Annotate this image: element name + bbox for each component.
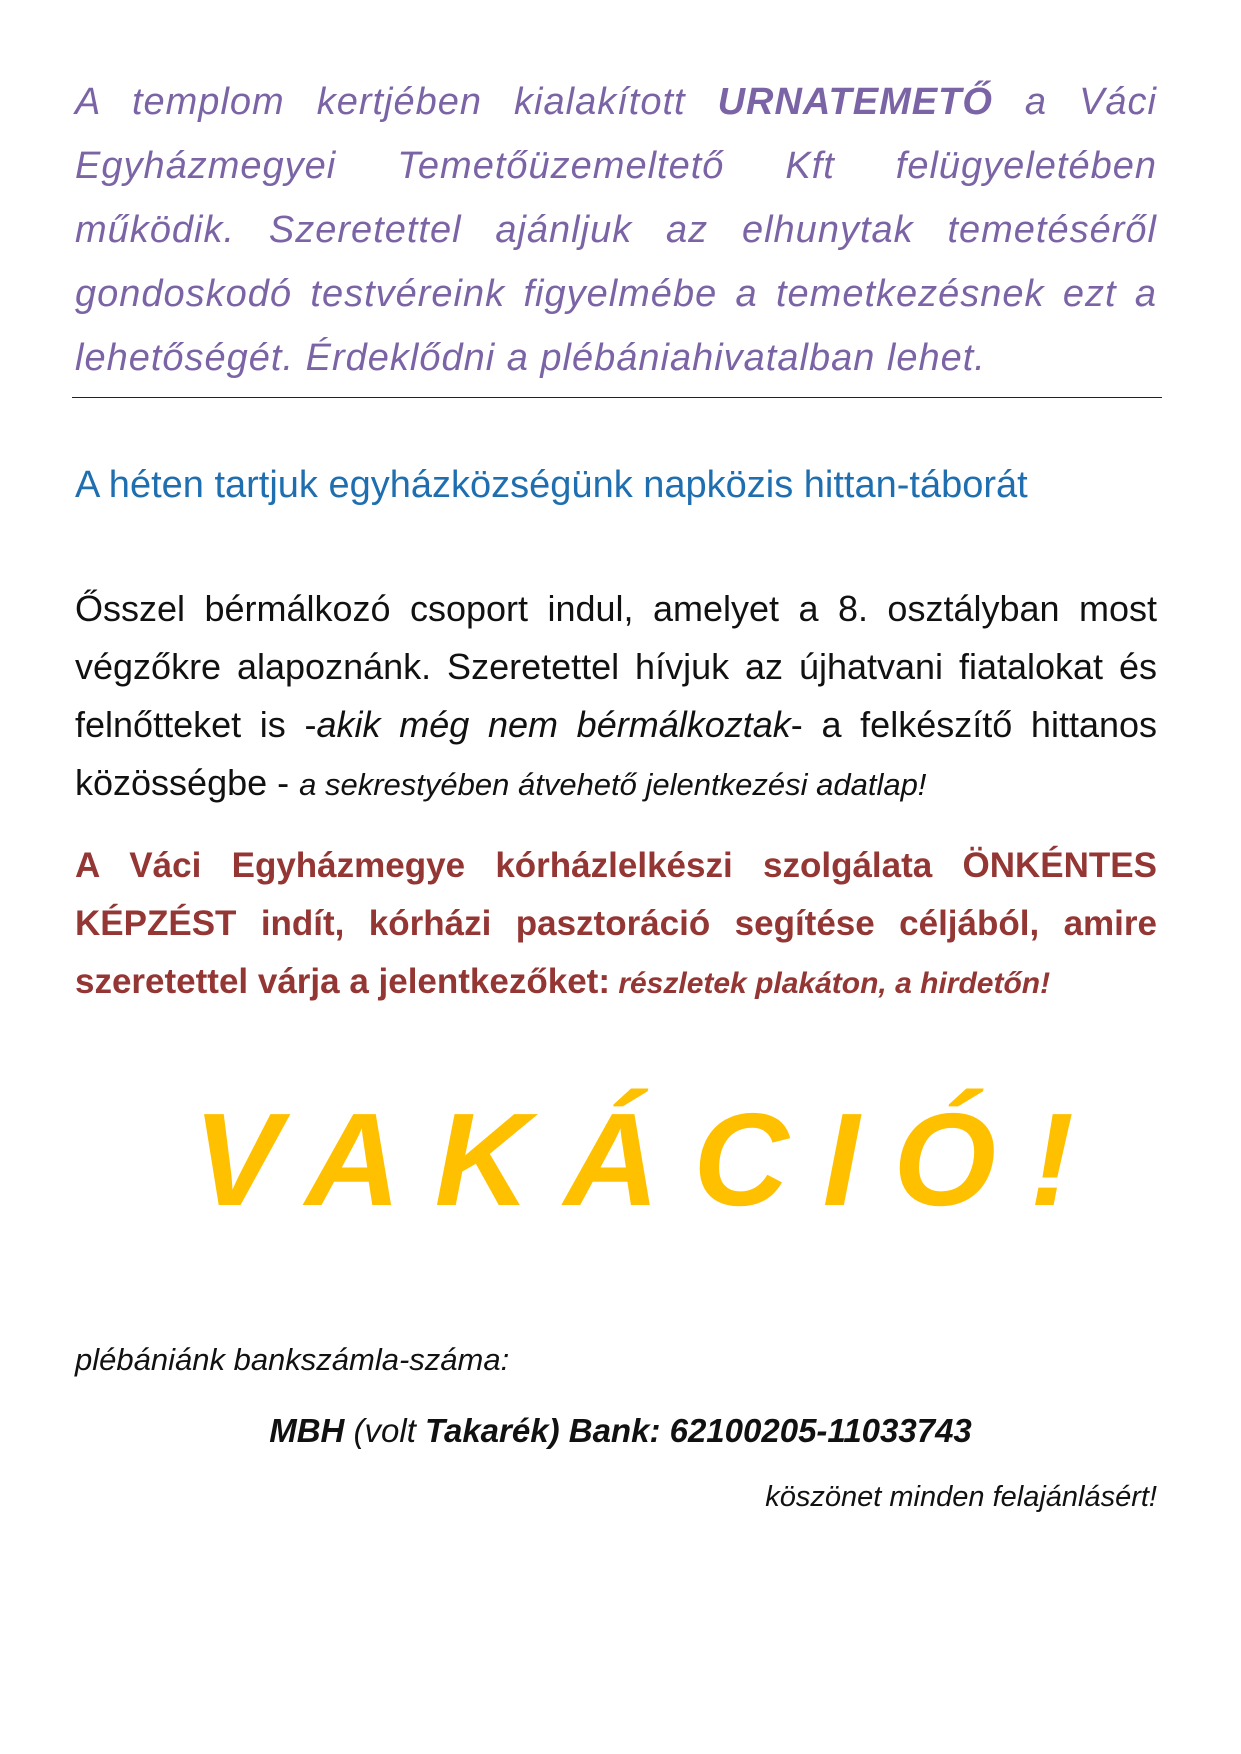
bermalas-form-note: a sekrestyében átvehető jelentkezési adatlap! <box>299 767 927 802</box>
bermalas-text-end: - a felkészítő hittanos közösségbe - <box>75 704 1158 803</box>
bank-account-label: plébániánk bankszámla-száma: <box>75 1342 510 1377</box>
urnatemeto-text-end: a Váci Egyházmegyei Temetőüzemeltető Kft felügyeletében működik. Szeretettel ajánljuk az elhunytak temetéséről gondoskodó testvéreink figyelmébe a temetkezésnek ezt a lehetőségét. Érdeklődni a plébániahivatalban lehet. <box>75 81 1158 379</box>
hittan-tabor-notice: A héten tartjuk egyházközségünk napközis hittan-táborát <box>75 464 1028 506</box>
thanks-note: köszönet minden felajánlásért! <box>765 1481 1157 1513</box>
korhaz-poster-note: részletek plakáton, a hirdetőn! <box>609 967 1051 1000</box>
bank-account-line <box>0 1408 1241 1454</box>
bermalas-notice <box>75 580 1157 814</box>
urnatemeto-text-start: A templom kertjében kialakított <box>75 81 718 123</box>
bank-account-number: Takarék) Bank: 62100205-11033743 <box>425 1412 972 1449</box>
urnatemeto-highlight: URNATEMETŐ <box>717 81 993 123</box>
korhaz-main-text: A Váci Egyházmegye kórházlelkészi szolgálata ÖNKÉNTES KÉPZÉST indít, kórházi pasztoráció segítése céljából, amire szeretettel várja a jelentkezőket: <box>75 846 1157 1001</box>
bermalas-italic-clause: akik még nem bérmálkoztak <box>316 704 791 745</box>
bank-formerly: (volt <box>344 1412 426 1449</box>
korhazlelkeszi-notice <box>75 837 1157 1013</box>
bermalas-text-start: Ősszel bérmálkozó csoport indul, amelyet a 8. osztályban most végzőkre alapoznánk. Szeretettel hívjuk az újhatvani fiatalokat és felnőtteket is - <box>75 588 1157 745</box>
bank-name-mbh: MBH <box>269 1412 345 1449</box>
urnatemeto-notice <box>75 70 1157 390</box>
section-divider <box>72 397 1162 398</box>
vakacio-banner: VAKÁCIÓ! <box>193 1086 1108 1233</box>
